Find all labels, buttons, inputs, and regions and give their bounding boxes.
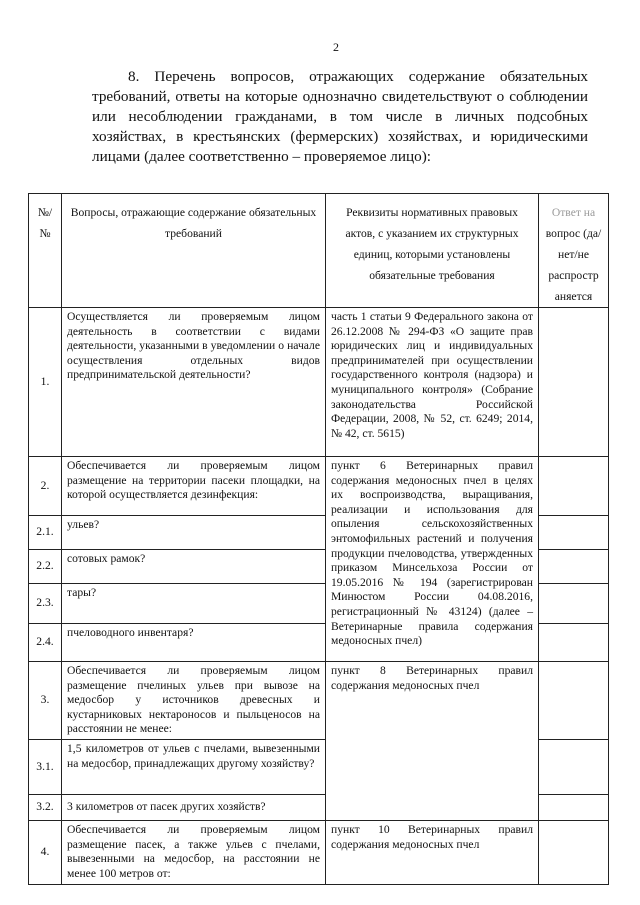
row-requisites: пункт 8 Ветеринарных правил содержания медоносных пчел — [326, 662, 539, 821]
row-question: пчеловодного инвентаря? — [62, 624, 326, 662]
row-question: ульев? — [62, 516, 326, 550]
row-number: 2.3. — [29, 584, 62, 624]
row-number: 2.2. — [29, 550, 62, 584]
table-row — [29, 308, 609, 457]
table-header-row — [29, 194, 609, 308]
requirements-table — [28, 193, 609, 885]
row-requisites: пункт 10 Ветеринарных правил содержания медоносных пчел — [326, 820, 539, 884]
header-answer-top: Ответ на — [551, 206, 596, 219]
row-number: 3. — [29, 662, 62, 740]
row-question: Осуществляется ли проверяемым лицом деятельность в соответствии с видами деятельности, указанными в уведомлении о начале осуществления отдельных видов предпринимательской деятельности? — [62, 308, 326, 457]
table-row — [29, 662, 609, 740]
row-answer — [539, 550, 609, 584]
row-answer — [539, 662, 609, 740]
header-requisites: Реквизиты нормативных правовых актов, с указанием их структурных единиц, которыми установлены обязательные требования — [326, 194, 539, 308]
row-answer — [539, 308, 609, 457]
table-row — [29, 820, 609, 884]
row-answer — [539, 820, 609, 884]
page-number: 2 — [333, 40, 339, 54]
intro-text: 8. Перечень вопросов, отражающих содержание обязательных требований, ответы на которые однозначно свидетельствуют о соблюдении или несоблюдении гражданами, в том числе в личных подсобных хозяйствах, в крестьянских (фермерских) хозяйствах, и юридическими лицами (далее соответственно – проверяемое лицо): — [92, 68, 588, 165]
row-answer — [539, 584, 609, 624]
row-question: Обеспечивается ли проверяемым лицом размещение на территории пасеки площадки, на которой осуществляется дезинфекция: — [62, 457, 326, 516]
row-number: 3.1. — [29, 739, 62, 794]
header-num: №/ № — [29, 194, 62, 308]
row-question: Обеспечивается ли проверяемым лицом размещение пчелиных ульев при вывозе на медосбор у источников древесных и кустарниковых нектароносов и пыльценосов на расстоянии не менее: — [62, 662, 326, 740]
row-question: тары? — [62, 584, 326, 624]
header-question: Вопросы, отражающие содержание обязательных требований — [62, 194, 326, 308]
intro-paragraph — [92, 67, 588, 167]
table-row — [29, 457, 609, 516]
row-number: 3.2. — [29, 794, 62, 820]
row-answer — [539, 457, 609, 516]
row-question: сотовых рамок? — [62, 550, 326, 584]
row-requisites: часть 1 статьи 9 Федерального закона от 26.12.2008 № 294-ФЗ «О защите прав юридических лиц и индивидуальных предпринимателей при осуществлении государственного контроля (надзора) и муниципального контроля» (Собрание законодательства Российской Федерации, 2008, № 52, ст. 6249; 2014, № 42, ст. 5615) — [326, 308, 539, 457]
row-number: 2.4. — [29, 624, 62, 662]
row-question: 3 километров от пасек других хозяйств? — [62, 794, 326, 820]
row-number: 2.1. — [29, 516, 62, 550]
row-question: Обеспечивается ли проверяемым лицом размещение пасек, а также ульев с пчелами, вывезенными на медосбор, на расстоянии не менее 100 метров от: — [62, 820, 326, 884]
row-answer — [539, 516, 609, 550]
row-question: 1,5 километров от ульев с пчелами, вывезенными на медосбор, принадлежащих другому хозяйству? — [62, 739, 326, 794]
header-answer-rest: вопрос (да/нет/не распростр аняется — [545, 227, 602, 303]
row-answer — [539, 794, 609, 820]
row-answer — [539, 624, 609, 662]
row-number: 4. — [29, 820, 62, 884]
row-requisites: пункт 6 Ветеринарных правил содержания медоносных пчел в целях их воспроизводства, выращивания, реализации и использования для опыления сельскохозяйственных энтомофильных растений и получения продукции пчеловодства, утвержденных приказом Минсельхоза России от 19.05.2016 № 194 (зарегистрирован Минюстом России 04.08.2016, регистрационный № 43124) (далее – Ветеринарные правила содержания медоносных пчел) — [326, 457, 539, 662]
row-number: 1. — [29, 308, 62, 457]
row-answer — [539, 739, 609, 794]
row-number: 2. — [29, 457, 62, 516]
header-answer — [539, 194, 609, 308]
